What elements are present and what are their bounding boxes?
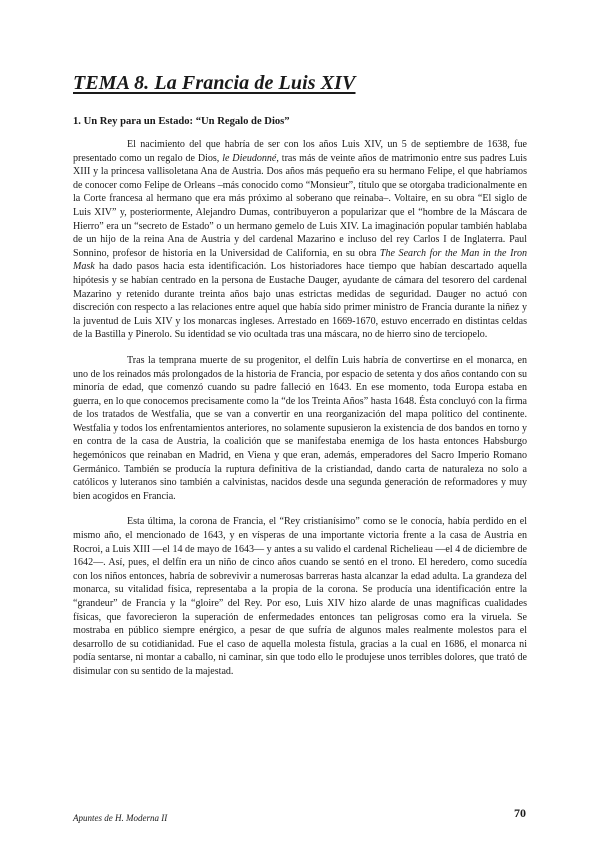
footer-text: Apuntes de H. Moderna II	[73, 813, 168, 823]
paragraph: El nacimiento del que habría de ser con los años Luis XIV, un 5 de septiembre de 1638, fue presentado como un regalo de Dios, le Dieudonné, tras más de veinte años de matrimonio entre sus padres Luis XIII y la princesa vallisoletana Ana de Austria. Dos años más pequeño era su hermano Felipe, el que habríamos de conocer como Felipe de Orleans –más conocido como “Monsieur”, título que se otorgaba tradicionalmente en la Corte francesa al hermano que era más próximo al soberano que reinaba–. Voltaire, en su obra “El siglo de Luis XIV” y, posteriormente, Alejandro Dumas, contribuyeron a popularizar que el “hombre de la Máscara de Hierro” era un “secreto de Estado” o un hermano gemelo de Luis XIV. La imaginación popular también hablaba de un hijo de la reina Ana de Austria y del cardenal Mazarino e incluso del rey Carlos I de Inglaterra. Paul Sonnino, profesor de historia en la Universidad de California, en su obra The Search for the Man in the Iron Mask ha dado pasos hacia esta identificación. Los historiadores hace tiempo que habían descartado aquella hipótesis y se habían centrado en la persona de Eustache Dauger, ayudante de cámara del tesorero del cardenal Mazarino y retenido durante treinta años bajo unas estrictas medidas de seguridad. Dauger no actuó con discreción con respecto a las relaciones entre aquel que había sido primer ministro de Francia durante la niñez y la juventud de Luis XIV y los monarcas ingleses. Arrestado en 1669-1670, estuvo encerrado en distintas celdas de la Bastilla y Pinerolo. Su identidad se vio ocultada tras una máscara, no de hierro sino de terciopelo.	[73, 139, 527, 341]
italic-run: le Dieudonné	[222, 152, 277, 164]
page-title: TEMA 8. La Francia de Luis XIV	[73, 72, 356, 94]
section-heading: 1. Un Rey para un Estado: “Un Regalo de Dios”	[73, 116, 290, 127]
body-text	[73, 138, 527, 691]
page-number: 70	[514, 806, 526, 820]
paragraph: Tras la temprana muerte de su progenitor, el delfín Luis habría de convertirse en el monarca, en uno de los reinados más prolongados de la historia de Francia, por espacio de setenta y dos años contando con su minoría de edad, que comenzó cuando su padre falleció en 1643. En ese momento, toda Europa estaba en guerra, en lo que conocemos precisamente como la “de los Treinta Años” hasta 1648. Ésta concluyó con la firma de los tratados de Westfalia, que se van a convertir en una reorganización del mapa político del continente. Westfalia y todos los enfrentamientos anteriores, no solamente supusieron la existencia de dos bandos en torno y en contra de la casa de Austria, la coalición que se manifestaba enemiga de los hasta entonces Habsburgo hegemónicos que reinaban en Madrid, en Viena y que eran, además, emperadores del Sacro Imperio Romano Germánico. También se producía la ruptura definitiva de la cristiandad, dando carta de naturaleza no solo a católicos y luteranos sino también a calvinistas, nacidos desde una segunda generación de reformadores y muy bien acogidos en Francia.	[73, 354, 527, 502]
italic-run: The Search for the Man in the Iron Mask	[73, 247, 527, 273]
paragraph: Esta última, la corona de Francia, el “Rey cristianísimo” como se le conocía, había perdido en el mismo año, el mencionado de 1643, y en vísperas de una importante victoria frente a la casa de Austria en Rocroi, a Luis XIII —el 14 de mayo de 1643— y antes a su valido el cardenal Richelieau —el 4 de diciembre de 1642—. Así, pues, el delfín era un niño de cinco años cuando se sentó en el trono. El heredero, como sucedía con los niños entonces, habría de sobrevivir a numerosas barreras hasta alcanzar la edad adulta. La grandeza del monarca, su vitalidad física, representaba a la propia de la corona. Se producía una identificación entre la “grandeur” de Francia y la “gloire” del Rey. Por eso, Luis XIV hizo alarde de unas magníficas cualidades físicas, que favorecieron la superación de enfermedades entonces tan peligrosas como era la viruela. Se mostraba en público siempre enérgico, a pesar de que sufría de algunos males realmente molestos para el desarrollo de su cotidianidad. Fue el caso de aquella molesta fístula, gracias a la cual en 1686, el monarca ni podía sentarse, ni montar a caballo, ni caminar, sin que todo ello le produjese unos terribles dolores, que trató de disimular con su sentido de la majestad.	[73, 516, 527, 677]
